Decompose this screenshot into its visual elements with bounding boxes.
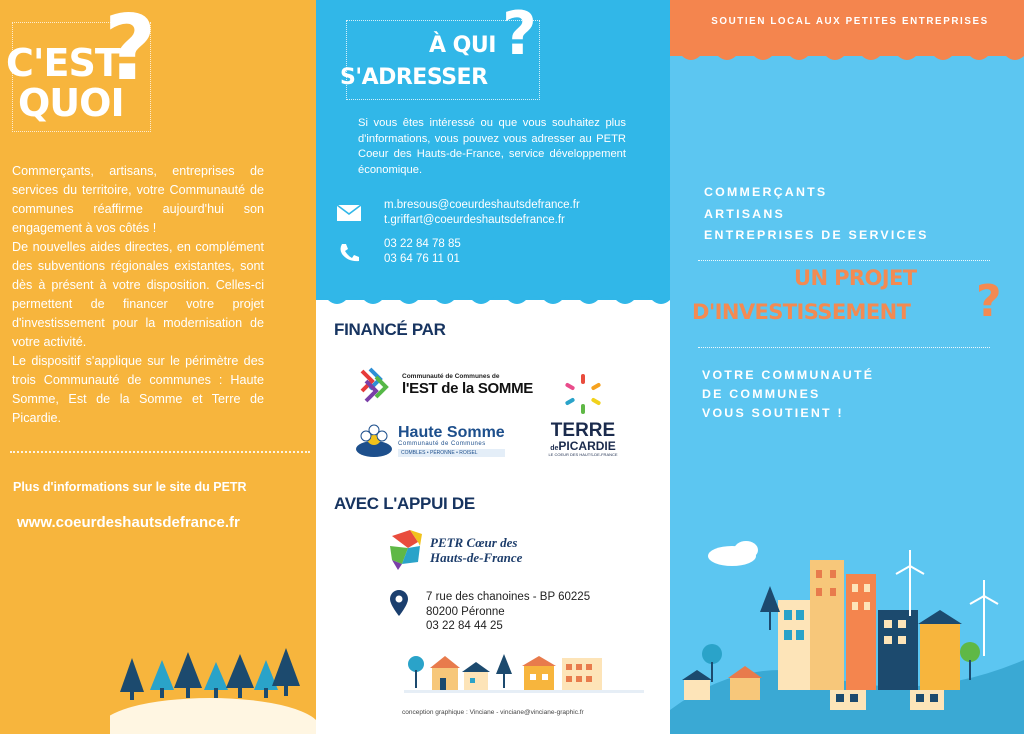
tree-icon [496, 654, 512, 688]
description-text [12, 162, 264, 428]
paragraph-scope: Le dispositif s'applique sur le périmètre des trois Communauté de communes : Haute Somme, Est de la Somme et Terre de Picardie. [12, 354, 264, 425]
target-audience [704, 182, 929, 247]
building-icon [778, 600, 810, 690]
tree-icon [254, 660, 278, 698]
logo-hs-name: Haute Somme [398, 424, 505, 441]
left-panel [0, 0, 316, 734]
address-street: 7 rue des chanoines - BP 60225 [426, 591, 591, 603]
heading-cest: C'EST [6, 41, 120, 85]
phone-contact [336, 237, 461, 267]
tree-icon [960, 642, 980, 680]
target-services: ENTREPRISES DE SERVICES [704, 228, 929, 242]
logo-hs-towns: COMBLES • PÉRONNE • ROISEL [398, 449, 505, 457]
building-icon [918, 610, 962, 690]
house-icon [830, 690, 866, 710]
city-illustration [670, 540, 1024, 734]
middle-panel [316, 0, 670, 734]
dotted-divider [10, 451, 310, 453]
support-heading: AVEC L'APPUI DE [334, 494, 475, 513]
support-line3: VOUS SOUTIENT ! [702, 406, 844, 420]
heading-quoi: QUOI [18, 81, 124, 125]
flower-logo-icon [354, 423, 394, 459]
logo-est-name: l'EST de la SOMME [402, 380, 533, 397]
tree-icon [226, 654, 254, 698]
project-question-mark: ? [976, 276, 1002, 327]
right-panel [670, 0, 1024, 734]
tree-icon [174, 652, 202, 698]
support-line1: VOTRE COMMUNAUTÉ [702, 368, 875, 382]
email-address[interactable]: t.griffart@coeurdeshautsdefrance.fr [384, 214, 565, 226]
tree-icon [150, 660, 174, 698]
house-icon [910, 690, 944, 710]
logo-petr [388, 528, 522, 572]
petr-name-line2: Hauts-de-France [430, 550, 523, 565]
location-pin-icon [390, 590, 408, 616]
petr-address [390, 590, 590, 634]
project-title-line1: UN PROJET [794, 266, 917, 290]
logo-terre-de-picardie [548, 372, 618, 457]
house-icon [728, 666, 762, 700]
wave-divider [670, 48, 1024, 66]
target-artisans: ARTISANS [704, 206, 785, 221]
building-icon [878, 610, 918, 690]
support-message [702, 366, 874, 423]
tree-icon [408, 656, 424, 688]
chevrons-logo-icon [358, 367, 398, 403]
cloud-icon [708, 541, 758, 566]
logo-est-subtitle: Communauté de Communes de [402, 373, 500, 380]
website-link[interactable]: www.coeurdeshautsdefrance.fr [17, 514, 240, 531]
paragraph-aids: De nouvelles aides directes, en complément des subventions régionales existantes, sont dès à présent à votre disposition. Celles-ci permettent de financer votre projet d'investissement pour la modernisation de votre activité. [12, 240, 264, 349]
sun-rays-logo-icon [563, 372, 603, 416]
phone-number[interactable]: 03 22 84 78 85 [384, 238, 461, 250]
petr-name-line1: PETR Cœur des [430, 535, 518, 550]
petr-shape-logo-icon [388, 528, 424, 572]
logo-terre-de: de [550, 445, 559, 452]
logo-terre-line2: PICARDIE [558, 439, 616, 453]
heading-sadresser: S'ADRESSER [340, 65, 488, 90]
heading-a-qui: À QUI [429, 33, 496, 58]
tree-icon [204, 662, 228, 698]
logo-est-de-la-somme [358, 367, 533, 403]
design-credit: conception graphique : Vinciane - vinciane@vinciane-graphic.fr [402, 709, 584, 716]
logo-haute-somme [354, 423, 505, 459]
building-icon [810, 560, 844, 690]
trees-hill-illustration [110, 640, 316, 734]
logo-hs-subtitle: Communauté de Communes [398, 441, 486, 447]
email-address[interactable]: m.bresous@coeurdeshautsdefrance.fr [384, 199, 580, 211]
house-icon [522, 656, 556, 690]
phone-icon [336, 242, 362, 262]
email-contact [336, 198, 580, 228]
logo-terre-line1: TERRE [550, 420, 616, 441]
house-icon [682, 670, 712, 700]
house-icon [430, 656, 460, 690]
paragraph-intro: Commerçants, artisans, entreprises de services du territoire, votre Communauté de communes réaffirme aujourd'hui son engagement à vos côtés ! [12, 164, 264, 235]
contact-intro-text: Si vous êtes intéressé ou que vous souhaitez plus d'informations, vous pouvez vous adresser au PETR Coeur des Hauts-de-France, service développement économique. [358, 117, 626, 176]
house-icon [462, 662, 490, 690]
phone-number[interactable]: 03 64 76 11 01 [384, 253, 460, 265]
target-commercants: COMMERÇANTS [704, 185, 828, 199]
project-title-line2: D'INVESTISSEMENT [692, 300, 911, 324]
funded-by-heading: FINANCÉ PAR [334, 320, 446, 339]
tree-icon [120, 658, 144, 700]
building-icon [846, 574, 876, 690]
banner-title: SOUTIEN LOCAL AUX PETITES ENTREPRISES [711, 16, 989, 27]
address-phone[interactable]: 03 22 84 44 25 [426, 620, 503, 632]
heading-question-mark: ? [502, 0, 537, 69]
wave-divider [316, 292, 670, 310]
heading-question-mark: ? [104, 0, 157, 101]
village-illustration [404, 650, 644, 696]
tree-icon [760, 586, 780, 630]
support-line2: DE COMMUNES [702, 387, 821, 401]
logo-terre-tagline: LE COEUR DES HAUTS-DE-FRANCE [548, 452, 618, 457]
building-icon [562, 658, 602, 690]
more-info-text: Plus d'informations sur le site du PETR [13, 480, 247, 494]
envelope-icon [336, 203, 362, 223]
address-city: 80200 Péronne [426, 605, 505, 618]
wind-turbine-icon [896, 550, 924, 616]
